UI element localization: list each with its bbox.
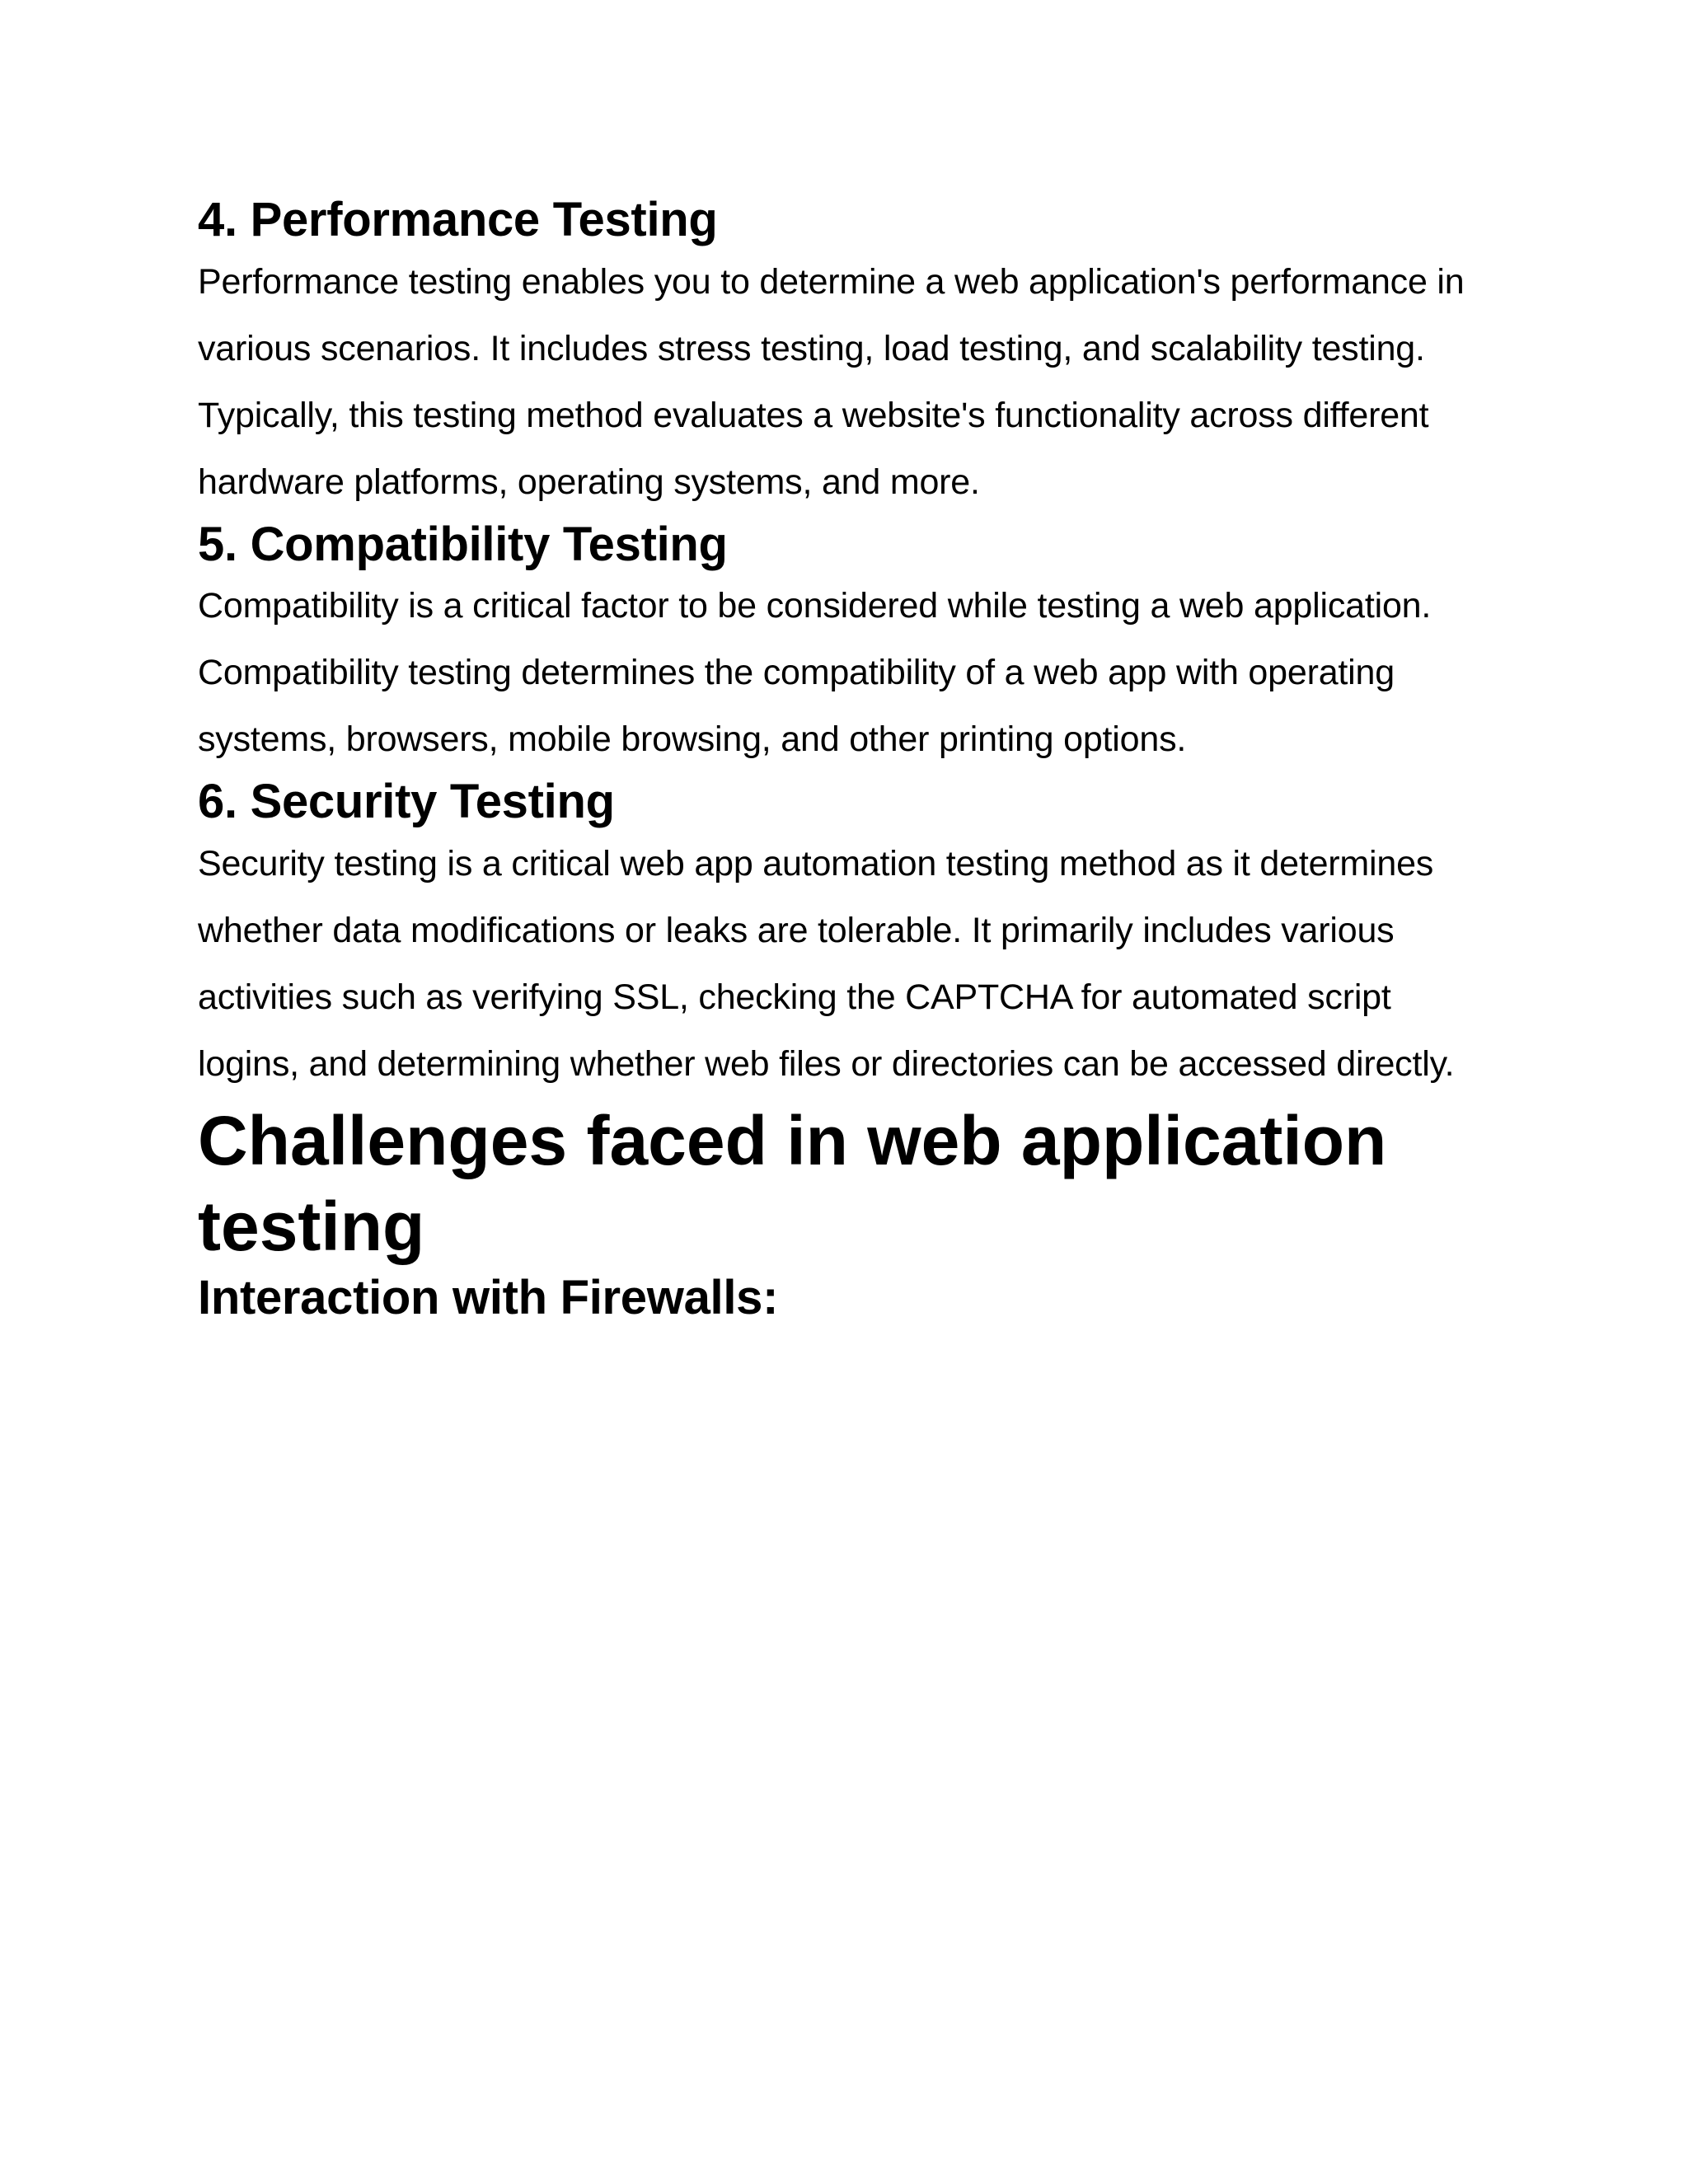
section-body-security-testing: Security testing is a critical web app automation testing method as it determines whether data modifications or leaks are tolerable. It primarily includes various activities such as verifying SSL, checking the CAPTCHA for automated script logins, and determining whether web files or directories can be accessed directly. [198,843,1455,1084]
section-heading-compatibility-testing: 5. Compatibility Testing [198,517,728,571]
section-heading-security-testing: 6. Security Testing [198,775,615,829]
subsection-heading-firewalls: Interaction with Firewalls: [198,1270,779,1324]
section-body-compatibility-testing: Compatibility is a critical factor to be considered while testing a web application. Compatibility testing determines the compatibility of a web app with operating systems, browsers, mobile browsing, and other printing options. [198,586,1432,760]
document-content [198,191,1484,1326]
section-heading-performance-testing: 4. Performance Testing [198,193,718,246]
section-body-performance-testing: Performance testing enables you to determine a web application's performance in various scenarios. It includes stress testing, load testing, and scalability testing. Typically, this testing method evaluates a website's functionality across different hardware platforms, operating systems, and more. [198,261,1465,502]
chapter-heading-challenges: Challenges faced in web application testing [198,1101,1387,1265]
